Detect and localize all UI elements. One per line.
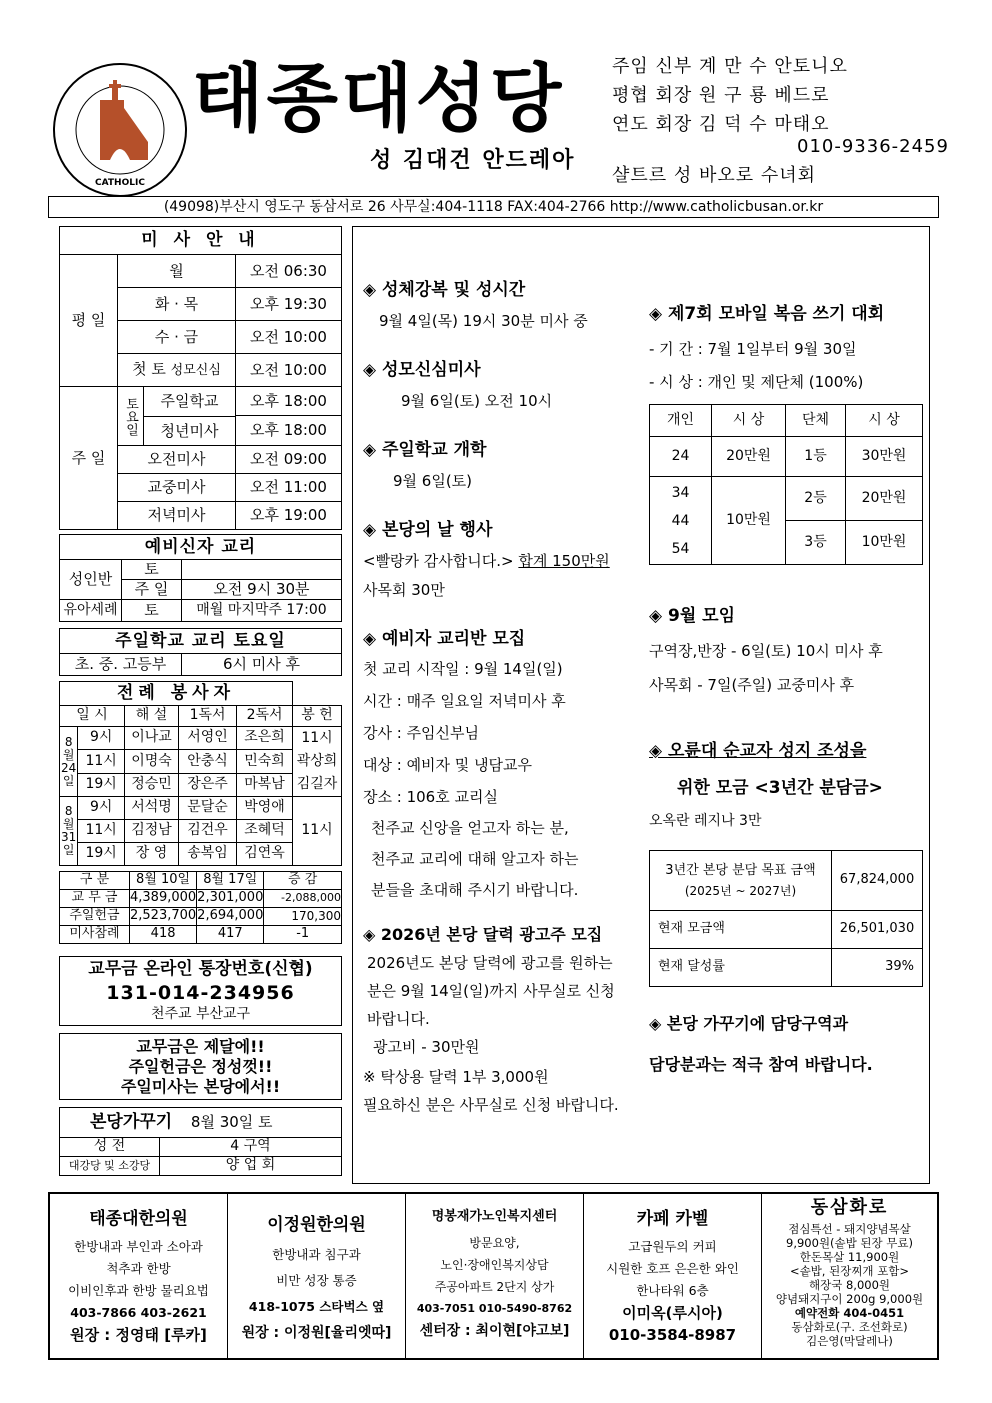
liturgy-table: [59, 681, 342, 866]
finance-cell: -2,088,000: [264, 890, 342, 908]
mass-day: 월: [118, 255, 236, 288]
mass-time: 오후 19:30: [236, 288, 342, 321]
liturgy-time: 19시: [78, 773, 125, 796]
decoration-place: 성 전: [60, 1138, 160, 1157]
catechumen-table: [59, 534, 342, 622]
mass-time: 오전 10:00: [236, 321, 342, 354]
liturgy-cell: 조혜덕: [237, 820, 293, 843]
shrine-title2: 위한 모금 <3년간 분담금>: [677, 778, 883, 798]
liturgy-cell: 김연옥: [237, 843, 293, 866]
account-box: [59, 956, 342, 1026]
notices-left: [363, 275, 648, 1119]
mass-day: 첫 토 성모신심: [118, 354, 236, 387]
ad-name: 태종대한의원: [89, 1209, 188, 1229]
shrine-table: [649, 850, 923, 987]
shrine-donor: 오옥란 레지나 3만: [649, 813, 762, 829]
contest-period: - 기 간 : 7월 1일부터 9월 30일: [649, 340, 857, 358]
notice-adoration: ◈ 성체강복 및 성시간: [363, 280, 526, 300]
ad-name: 카페 카벨: [636, 1209, 709, 1229]
prize-cell: 3등: [786, 521, 846, 565]
liturgy-time: 9시: [78, 727, 125, 750]
liturgy-offertory: 11시: [293, 797, 342, 866]
notice-shrine: ◈ 오륜대 순교자 성지 조성을: [649, 741, 867, 761]
finance-header: 8월 17일: [197, 872, 264, 890]
sat-times: [236, 387, 342, 446]
mass-time: 오전 10:00: [236, 354, 342, 387]
mass-day: 화 · 목: [118, 288, 236, 321]
mass-name: 청년미사: [160, 421, 219, 440]
shrine-value: 67,824,000: [832, 851, 923, 911]
decoration-place: 대강당 및 소강당: [60, 1157, 160, 1176]
notice-calendar: ◈ 2026년 본당 달력 광고주 모집: [363, 925, 603, 944]
prize-cell: 2등: [786, 477, 846, 521]
prize-individual: 34 44 54: [650, 477, 712, 565]
contest-prize: - 시 상 : 개인 및 제단체 (100%): [649, 373, 864, 391]
slogan: 주일헌금은 정성껏!!: [128, 1057, 273, 1076]
shrine-label: 현재 달성률: [650, 949, 832, 987]
ad-welfare-center: 명봉재가노인복지센터 방문요양, 노인·장애인복지상담 주공아파트 2단지 상가 403-7051 010-5490-8762 센터장 : 최이현[야고보]: [406, 1194, 584, 1358]
notice-contest: ◈ 제7회 모바일 복음 쓰기 대회: [649, 304, 885, 324]
liturgy-cell: 문달순: [179, 797, 237, 820]
notice-catechumen: ◈ 예비자 교리반 모집: [363, 629, 526, 649]
sunday-label: 주 일: [60, 387, 118, 530]
staff-council: 평협 회장 원 구 룡 베드로: [612, 85, 830, 106]
mass-time: 오후 18:00: [250, 421, 327, 439]
slogan: 주일미사는 본당에서!!: [120, 1077, 281, 1096]
liturgy-time: 11시: [78, 750, 125, 773]
finance-cell: 417: [197, 926, 264, 944]
svg-text:CATHOLIC: CATHOLIC: [95, 178, 145, 188]
saturday-label: 토요일: [118, 387, 144, 445]
mass-name: 교중미사: [118, 474, 236, 502]
finance-header: 구 분: [60, 872, 130, 890]
sunday-school-who: 초. 중. 고등부: [60, 654, 182, 676]
mass-day: 수 · 금: [118, 321, 236, 354]
shrine-value: 26,501,030: [832, 911, 923, 949]
notices-right: [649, 299, 927, 1075]
calendar-notes: ※ 탁상용 달력 1부 3,000원 필요하신 분은 사무실로 신청 바랍니다.: [363, 1068, 619, 1114]
shrine-label: 3년간 본당 분담 목표 금액 (2025년 ~ 2027년): [650, 851, 832, 911]
patron-saint: 성 김대건 안드레아: [370, 148, 576, 173]
liturgy-cell: 김정남: [125, 820, 179, 843]
decoration-group: 4 구역: [160, 1138, 342, 1157]
liturgy-header: 1독서: [179, 706, 237, 727]
notice-decorate: ◈ 본당 가꾸기에 담당구역과: [649, 1014, 849, 1033]
ad-name: 동삼화로: [810, 1197, 889, 1218]
catechumen-title: 예비신자 교리: [60, 535, 342, 560]
finance-cell: -1: [264, 926, 342, 944]
address-bar: (49098)부산시 영도구 동삼서로 26 사무실:404-1118 FAX:404-2766 http://www.catholicbusan.or.kr: [48, 196, 939, 218]
finance-cell: 2,523,700: [130, 908, 197, 926]
mass-name: 주일학교: [144, 387, 235, 417]
sat-cell: [118, 387, 236, 446]
staff-list: [612, 52, 949, 190]
prize-cell: 20만원: [712, 437, 786, 477]
account-holder: 천주교 부산교구: [150, 1006, 251, 1022]
liturgy-header: 일 시: [60, 706, 125, 727]
prize-header: 시 상: [712, 405, 786, 437]
adult-label: 성인반: [60, 560, 122, 600]
infant-day: 토: [122, 600, 182, 622]
finance-cell: 170,300: [264, 908, 342, 926]
liturgy-cell: 정승민: [125, 773, 179, 796]
notice-marian: ◈ 성모신심미사: [363, 360, 481, 380]
school-body: 9월 6일(토): [393, 472, 473, 490]
decoration-table: [59, 1107, 342, 1176]
adult-sat-time: [182, 560, 342, 580]
liturgy-date: 8월24일: [60, 727, 78, 797]
prize-header: 단체: [786, 405, 846, 437]
finance-header: 증 감: [264, 872, 342, 890]
ad-name: 명봉재가노인복지센터: [431, 1209, 558, 1224]
sunday-school-title: 주일학교 교리 토요일: [60, 629, 342, 654]
account-title: 교무금 온라인 통장번호(신협): [88, 959, 313, 979]
slogans-box: [59, 1033, 342, 1100]
mass-time: 오전 09:00: [236, 446, 342, 474]
staff-pastor: 주임 신부 계 만 수 안토니오: [612, 56, 848, 77]
liturgy-time: 19시: [78, 843, 125, 866]
finance-label: 교 무 금: [60, 890, 130, 908]
decoration-group: 양 업 회: [160, 1157, 342, 1176]
decorate-body: 담당분과는 적극 참여 바랍니다.: [649, 1055, 873, 1074]
finance-label: 미사참례: [60, 926, 130, 944]
finance-cell: 2,694,000: [197, 908, 264, 926]
liturgy-offertory: 11시 곽상희 김길자: [293, 727, 342, 797]
prize-cell: 24: [650, 437, 712, 477]
mass-schedule: [59, 226, 342, 530]
adult-sun-time: 오전 9시 30분: [182, 580, 342, 600]
prize-cell: 30만원: [846, 437, 923, 477]
liturgy-cell: 장은주: [179, 773, 237, 796]
mass-time: 오후 18:00: [236, 387, 341, 416]
finance-cell: 418: [130, 926, 197, 944]
liturgy-cell: 송복임: [179, 843, 237, 866]
account-number: 131-014-234956: [106, 982, 295, 1004]
liturgy-cell: 민숙희: [237, 750, 293, 773]
ad-name: 이정원한의원: [267, 1215, 366, 1235]
liturgy-time: 11시: [78, 820, 125, 843]
church-logo: [50, 60, 190, 200]
sisters: 샬트르 성 바오로 수녀회: [612, 165, 817, 186]
ad-oriental-clinic-2: 이정원한의원 한방내과 침구과 비만 성장 통증 418-1075 스타벅스 옆 원장 : 이정원[율리엣따]: [228, 1194, 406, 1358]
catechumen-invite: 천주교 신앙을 얻고자 하는 분, 천주교 교리에 대해 알고자 하는 분들을 초대해 주시기 바랍니다.: [371, 819, 579, 899]
liturgy-cell: 서석명: [125, 797, 179, 820]
shrine-value: 39%: [832, 949, 923, 987]
ad-cafe: 카페 카벨 고급원두의 커피 시원한 호프 은은한 와인 한나타워 6층 이미옥(루시아) 010-3584-8987: [584, 1194, 762, 1358]
liturgy-header: 해 설: [125, 706, 179, 727]
mass-title: 미 사 안 내: [60, 227, 342, 255]
catechumen-lines: 첫 교리 시작일 : 9월 14일(일) 시간 : 매주 일요일 저녁미사 후 강사 : 주임신부님 대상 : 예비자 및 냉담교우 장소 : 106호 교리실: [363, 660, 566, 806]
meeting-lines: 구역장,반장 - 6일(토) 10시 미사 후 사목회 - 7일(주일) 교중미사 후: [649, 642, 883, 694]
decoration-header: 본당가꾸기 8월 30일 토: [60, 1108, 342, 1138]
notice-board: [352, 226, 930, 1184]
calendar-lines: 2026년도 본당 달력에 광고를 원하는 분은 9월 14일(일)까지 사무실로 신청 바랍니다. 광고비 - 30만원: [367, 954, 615, 1056]
ad-restaurant: 동삼화로 점심특선 - 돼지양념목살 9,900원(솥밥 된장 무료) 한돈목살 11,900원 <솥밥, 된장찌개 포함> 해장국 8,000원 양념돼지구이 200g 9,000원 예약전화 404-0451 동삼화로(구. 조선화로) 김은영(막달레나): [762, 1194, 937, 1358]
finance-cell: 2,301,000: [197, 890, 264, 908]
parishday-body2: 사목회 30만: [363, 581, 445, 599]
sunday-school-when: 6시 미사 후: [182, 654, 342, 676]
prize-table: [649, 404, 923, 565]
infant-label: 유아세례: [60, 600, 122, 622]
liturgy-time: 9시: [78, 797, 125, 820]
prize-header: 시 상: [846, 405, 923, 437]
liturgy-header: 2독서: [237, 706, 293, 727]
liturgy-cell: 안충식: [179, 750, 237, 773]
mass-time: 오전 06:30: [236, 255, 342, 288]
liturgy-header: 봉 헌: [293, 706, 342, 727]
liturgy-cell: 조은희: [237, 727, 293, 750]
marian-body: 9월 6일(토) 오전 10시: [401, 392, 553, 410]
finance-table: [59, 871, 342, 944]
notice-meeting: ◈ 9월 모임: [649, 606, 736, 626]
liturgy-cell: 이명숙: [125, 750, 179, 773]
notice-school: ◈ 주일학교 개학: [363, 440, 487, 460]
infant-time: 매월 마지막주 17:00: [182, 600, 342, 622]
mass-time: 오후 19:00: [236, 502, 342, 530]
liturgy-cell: 서영인: [179, 727, 237, 750]
finance-header: 8월 10일: [130, 872, 197, 890]
liturgy-cell: 장 영: [125, 843, 179, 866]
shrine-label: 현재 모금액: [650, 911, 832, 949]
notice-parishday: ◈ 본당의 날 행사: [363, 520, 493, 540]
mass-time: 오전 11:00: [236, 474, 342, 502]
weekday-label: 평 일: [60, 255, 118, 387]
prize-cell: 1등: [786, 437, 846, 477]
liturgy-date: 8월31일: [60, 797, 78, 866]
prize-cell: 10만원: [712, 477, 786, 565]
finance-label: 주일헌금: [60, 908, 130, 926]
prize-cell: 20만원: [846, 477, 923, 521]
adoration-body: 9월 4일(목) 19시 30분 미사 중: [379, 312, 588, 330]
finance-cell: 4,389,000: [130, 890, 197, 908]
adult-sat: 토: [122, 560, 182, 580]
prize-header: 개인: [650, 405, 712, 437]
liturgy-cell: 마복남: [237, 773, 293, 796]
adult-sun: 주 일: [122, 580, 182, 600]
slogan: 교무금은 제달에!!: [136, 1037, 265, 1056]
liturgy-title: 전례 봉사자: [60, 682, 293, 706]
staff-yeondo: 연도 회장 김 덕 수 마태오: [612, 114, 830, 135]
ads-footer: [48, 1192, 939, 1360]
mass-name: 오전미사: [118, 446, 236, 474]
sunday-school-table: [59, 628, 342, 676]
ad-oriental-clinic-1: 태종대한의원 한방내과 부인과 소아과 척추과 한방 이비인후과 한방 물리요법 403-7866 403-2621 원장 : 정영태 [루카]: [50, 1194, 228, 1358]
prize-cell: 10만원: [846, 521, 923, 565]
liturgy-cell: 박영애: [237, 797, 293, 820]
parish-title: 태종대성당: [192, 56, 565, 142]
mass-name: 저녁미사: [118, 502, 236, 530]
staff-phone: 010-9336-2459: [797, 136, 949, 157]
liturgy-cell: 김건우: [179, 820, 237, 843]
liturgy-cell: 이나교: [125, 727, 179, 750]
parishday-body: <빨랑카 감사합니다.> 합계 150만원: [363, 552, 610, 570]
